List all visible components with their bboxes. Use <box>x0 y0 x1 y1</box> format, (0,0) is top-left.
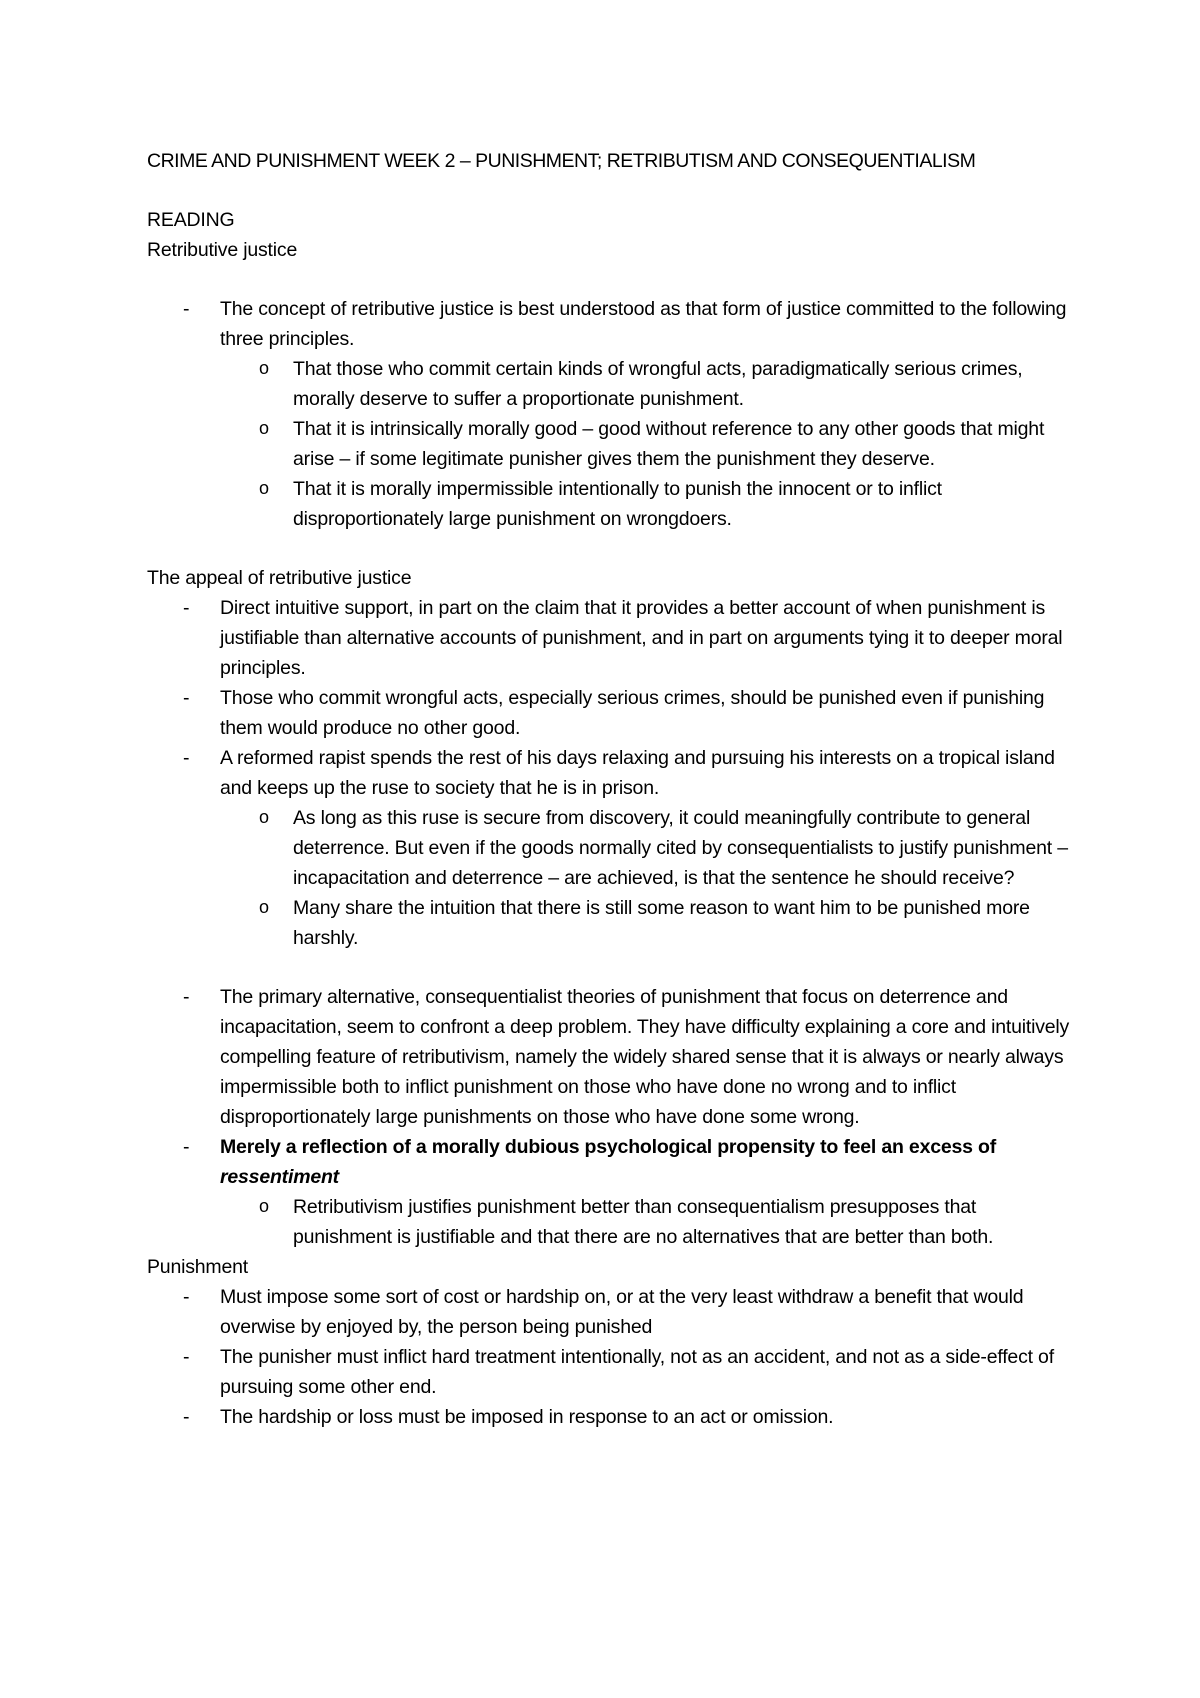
list-item-text: Must impose some sort of cost or hardship on, or at the very least withdraw a benefit that would overwise by enjoyed by, the person being punished <box>220 1286 1024 1338</box>
list-item <box>147 743 1072 953</box>
sub-list-item <box>220 414 1072 474</box>
spacer <box>147 534 1072 563</box>
sub-list-item <box>220 474 1072 534</box>
list-item-text: The concept of retributive justice is best understood as that form of justice committed to the following three principles. <box>220 298 1067 350</box>
sub-list-item-text: Retributivism justifies punishment better than consequentialism presupposes that punishment is justifiable and that there are no alternatives that are better than both. <box>293 1196 994 1248</box>
list-item-text: Those who commit wrongful acts, especially serious crimes, should be punished even if punishing them would produce no other good. <box>220 687 1045 739</box>
list-item <box>147 1132 1072 1252</box>
sub-list-item <box>220 893 1072 953</box>
rapist-example-sublist <box>220 803 1072 953</box>
list-item-text: The punisher must inflict hard treatment intentionally, not as an accident, and not as a side-effect of pursuing some other end. <box>220 1346 1054 1398</box>
sub-list-item-text: That it is intrinsically morally good – good without reference to any other goods that might arise – if some legitimate punisher gives them the punishment they deserve. <box>293 418 1045 470</box>
list-item <box>147 1342 1072 1402</box>
reading-label: READING <box>147 209 235 231</box>
list-item-text: The hardship or loss must be imposed in response to an act or omission. <box>220 1406 834 1428</box>
appeal-list <box>147 593 1072 953</box>
spacer <box>147 176 1072 205</box>
spacer <box>147 265 1072 294</box>
punishment-list <box>147 1282 1072 1432</box>
sub-list-item-text: Many share the intuition that there is still some reason to want him to be punished more harshly. <box>293 897 1030 949</box>
list-item <box>147 982 1072 1132</box>
ressentiment-sublist <box>220 1192 1072 1252</box>
document-page <box>147 146 1072 1432</box>
section-heading-punishment: Punishment <box>147 1256 248 1278</box>
sub-list-item <box>220 354 1072 414</box>
section-heading-appeal: The appeal of retributive justice <box>147 567 412 589</box>
list-item <box>147 683 1072 743</box>
spacer <box>147 953 1072 982</box>
list-item-italic-term: ressentiment <box>220 1166 339 1188</box>
list-item <box>147 1402 1072 1432</box>
sub-list-item-text: That it is morally impermissible intentionally to punish the innocent or to inflict disproportionately large punishment on wrongdoers. <box>293 478 942 530</box>
section-heading-retributive-justice: Retributive justice <box>147 239 298 261</box>
list-item-text: The primary alternative, consequentialist theories of punishment that focus on deterrence and incapacitation, seem to confront a deep problem. They have difficulty explaining a core and intuitively compelling feature of retributivism, namely the widely shared sense that it is always or nearly always impermissible both to inflict punishment on those who have done no wrong and to inflict disproportionately large punishments on those who have done some wrong. <box>220 986 1070 1128</box>
principles-sublist <box>220 354 1072 534</box>
list-item-bold-text: Merely a reflection of a morally dubious psychological propensity to feel an excess of <box>220 1136 997 1158</box>
list-item <box>147 1282 1072 1342</box>
list-item-text: Direct intuitive support, in part on the claim that it provides a better account of when punishment is justifiable than alternative accounts of punishment, and in part on arguments tying it to deeper moral principles. <box>220 597 1063 679</box>
sub-list-item-text: That those who commit certain kinds of wrongful acts, paradigmatically serious crimes, morally deserve to suffer a proportionate punishment. <box>293 358 1023 410</box>
appeal-list-continued <box>147 982 1072 1252</box>
sub-list-item <box>220 1192 1072 1252</box>
sub-list-item <box>220 803 1072 893</box>
retributive-justice-list <box>147 294 1072 534</box>
document-title: CRIME AND PUNISHMENT WEEK 2 – PUNISHMENT; RETRIBUTISM AND CONSEQUENTIALISM <box>147 150 976 172</box>
list-item <box>147 294 1072 534</box>
sub-list-item-text: As long as this ruse is secure from discovery, it could meaningfully contribute to general deterrence. But even if the goods normally cited by consequentialists to justify punishment – incapacitation and deterrence – are achieved, is that the sentence he should receive? <box>293 807 1068 889</box>
list-item-text: A reformed rapist spends the rest of his days relaxing and pursuing his interests on a tropical island and keeps up the ruse to society that he is in prison. <box>220 747 1055 799</box>
list-item <box>147 593 1072 683</box>
